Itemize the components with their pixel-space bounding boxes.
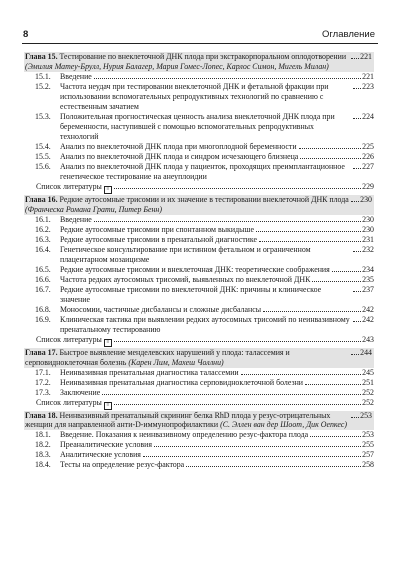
- dot-leader: [259, 241, 361, 242]
- dot-leader: [256, 231, 361, 232]
- section-number: 16.4.: [35, 244, 51, 254]
- chapter-title: [25, 52, 349, 72]
- section-page: 257: [362, 450, 374, 460]
- section-body: [60, 225, 374, 235]
- dot-leader: [332, 271, 361, 272]
- chapter-title-text: Быстрое выявление менделевских нарушений у плода: талассемия и серповидноклеточная болезнь: [25, 347, 290, 367]
- section-entry[interactable]: [24, 162, 374, 182]
- section-number: 15.4.: [35, 141, 51, 151]
- chapter-line: [25, 195, 372, 215]
- section-page: 251: [362, 377, 374, 387]
- section-title: Введение. Показания к неинвазивному определению резус-фактора плода: [60, 430, 309, 440]
- section-page: 231: [362, 234, 374, 244]
- chapter-heading[interactable]: [24, 348, 374, 368]
- section-page: 245: [362, 367, 374, 377]
- section-title: Положительная прогностическая ценность анализа внеклеточной ДНК плода при беременности, наступившей с помощью вспомогательных репродуктивных технологий: [60, 111, 335, 141]
- section-body: [60, 440, 374, 450]
- section-title: Генетическое консультирование при истинном фетальном и ограниченном плацентарном мозаицизме: [60, 244, 311, 264]
- section-page: 235: [362, 274, 374, 284]
- section-entry[interactable]: [24, 368, 374, 378]
- section-body: [60, 450, 374, 460]
- section-number: 15.6.: [35, 161, 51, 171]
- section-title: Неинвазивная пренатальная диагностика серповидноклеточной болезни: [60, 377, 304, 387]
- section-page: 237: [362, 284, 374, 294]
- chapter-line: [25, 52, 372, 72]
- dot-leader: [186, 466, 361, 467]
- section-page: 225: [362, 141, 374, 151]
- references-label: Список литературы: [36, 334, 102, 344]
- section-body: [60, 275, 374, 285]
- section-entry[interactable]: [24, 215, 374, 225]
- section-title: Редкие аутосомные трисомии по внеклеточной ДНК: причины и клиническое значение: [60, 284, 322, 304]
- chapter-line: [25, 411, 372, 431]
- section-number: 17.1.: [35, 367, 51, 377]
- dot-leader: [312, 281, 361, 282]
- dot-leader: [353, 251, 361, 252]
- section-page: 234: [362, 264, 374, 274]
- dot-leader: [102, 394, 361, 395]
- header-rule: [22, 43, 378, 44]
- chapter-label: Глава 18.: [25, 410, 58, 420]
- section-title: Клиническая тактика при выявлении редких аутосомных трисомий по неинвазивному пренатальному тестированию: [60, 314, 350, 334]
- chapter-title: [25, 195, 349, 215]
- section-title: Аналитические условия: [60, 450, 141, 460]
- chapter-heading[interactable]: [24, 52, 374, 72]
- chapter-label: Глава 17.: [25, 347, 58, 357]
- section-title: Анализ по внеклеточной ДНК плода у пациенток, проходящих преимплантационное генетическое тестирование на анеуплоидии: [60, 161, 345, 181]
- section-title: Неинвазивная пренатальная диагностика талассемии: [60, 367, 239, 377]
- chapter-page: 221: [360, 52, 372, 61]
- section-entry[interactable]: [24, 112, 374, 142]
- section-body: [60, 315, 374, 335]
- section-body: [60, 82, 374, 112]
- section-number: 15.5.: [35, 151, 51, 161]
- dot-leader: [299, 148, 362, 149]
- section-entry[interactable]: [24, 265, 374, 275]
- dot-leader: [353, 321, 361, 322]
- dot-leader: [305, 384, 361, 385]
- section-body: [60, 460, 374, 470]
- dot-leader: [351, 354, 359, 355]
- section-entry[interactable]: [24, 235, 374, 245]
- section-number: 15.1.: [35, 71, 51, 81]
- references-entry[interactable]: [24, 335, 374, 346]
- chapter-authors: (Карен Лим, Махеш Чоллни): [128, 357, 224, 367]
- section-entry[interactable]: [24, 275, 374, 285]
- section-number: 16.5.: [35, 264, 51, 274]
- section-page: 255: [362, 440, 374, 450]
- section-number: 17.2.: [35, 377, 51, 387]
- dot-leader: [353, 168, 361, 169]
- chapter-title: [25, 348, 349, 368]
- section-body: [60, 305, 374, 315]
- section-entry[interactable]: [24, 245, 374, 265]
- section-body: [60, 245, 374, 265]
- dot-leader: [94, 78, 361, 79]
- book-icon: ≡: [104, 402, 112, 410]
- dot-leader: [154, 446, 361, 447]
- dot-leader: [353, 118, 361, 119]
- section-number: 16.1.: [35, 214, 51, 224]
- section-body: [60, 378, 374, 388]
- section-number: 16.9.: [35, 314, 51, 324]
- section-title: Заключение: [60, 387, 101, 397]
- references-entry[interactable]: [24, 182, 374, 193]
- section-entry[interactable]: [24, 460, 374, 470]
- section-body: [60, 215, 374, 225]
- dot-leader: [300, 158, 361, 159]
- dot-leader: [351, 417, 359, 418]
- section-page: 230: [362, 214, 374, 224]
- section-title: Анализ по внеклеточной ДНК плода и синдром исчезающего близнеца: [60, 151, 299, 161]
- section-body: [60, 265, 374, 275]
- chapter-title-text: Неинвазивный пренатальный скрининг белка RhD плода у резус-отрицательных женщин для направленной анти-D-иммунопрофилактики: [25, 410, 331, 430]
- table-of-contents: [24, 52, 374, 470]
- section-body: [60, 368, 374, 378]
- references-label: Список литературы: [36, 397, 102, 407]
- section-number: 18.3.: [35, 450, 51, 460]
- section-title: Введение: [60, 214, 92, 224]
- references-page: 243: [362, 334, 374, 344]
- references-entry[interactable]: [24, 398, 374, 409]
- chapter-title: [25, 411, 349, 431]
- book-icon: ≡: [104, 186, 112, 194]
- section-page: 242: [362, 304, 374, 314]
- section-entry[interactable]: [24, 72, 374, 82]
- section-title: Моносомии, частичные дисбалансы и сложные дисбалансы: [60, 304, 262, 314]
- dot-leader: [114, 188, 361, 189]
- chapter-authors: (С. Эллен ван дер Шоот, Дик Оепкес): [220, 420, 347, 430]
- section-entry[interactable]: [24, 152, 374, 162]
- dot-leader: [143, 456, 361, 457]
- section-body: [60, 388, 374, 398]
- section-body: [60, 162, 374, 182]
- section-page: 232: [362, 244, 374, 254]
- section-entry[interactable]: [24, 430, 374, 440]
- section-title: Частота неудач при тестировании внеклеточной ДНК и фетальной фракции при использовании вспомогательных репродуктивных технологий по сравнению с естественным зачатием: [60, 81, 329, 111]
- section-entry[interactable]: [24, 378, 374, 388]
- section-body: [60, 430, 374, 440]
- dot-leader: [353, 291, 361, 292]
- section-entry[interactable]: [24, 450, 374, 460]
- section-number: 15.2.: [35, 81, 51, 91]
- section-body: [60, 112, 374, 142]
- section-number: 18.2.: [35, 440, 51, 450]
- chapter-authors: (Эмилия Матеу-Брулл, Нурия Балагер, Мария Гомес-Лопес, Карлос Симон, Мигель Милан): [25, 61, 329, 71]
- running-head: Оглавление: [322, 29, 375, 40]
- references-page: 229: [362, 181, 374, 191]
- section-number: 15.3.: [35, 111, 51, 121]
- chapter-label: Глава 16.: [25, 194, 58, 204]
- dot-leader: [353, 88, 361, 89]
- section-entry[interactable]: [24, 285, 374, 305]
- chapter-authors: (Франческа Романа Грати, Питер Бенн): [25, 204, 162, 214]
- section-entry[interactable]: [24, 315, 374, 335]
- page-number: 8: [23, 29, 29, 40]
- references-page: 252: [362, 397, 374, 407]
- section-body: [60, 235, 374, 245]
- section-page: 223: [362, 81, 374, 91]
- chapter-label: Глава 15.: [25, 52, 58, 61]
- section-page: 230: [362, 224, 374, 234]
- section-body: [60, 152, 374, 162]
- section-page: 227: [362, 161, 374, 171]
- section-title: Частота редких аутосомных трисомий, выявленных по внеклеточной ДНК: [60, 274, 311, 284]
- section-entry[interactable]: [24, 305, 374, 315]
- section-number: 16.3.: [35, 234, 51, 244]
- dot-leader: [351, 201, 359, 202]
- section-number: 16.8.: [35, 304, 51, 314]
- dot-leader: [114, 404, 361, 405]
- section-title: Редкие аутосомные трисомии при спонтанном выкидыше: [60, 224, 254, 234]
- dot-leader: [94, 221, 361, 222]
- chapter-title-text: Тестирование по внеклеточной ДНК плода при экстракорпоральном оплодотворении: [59, 52, 347, 61]
- chapter-page: 244: [360, 347, 372, 357]
- chapter-heading[interactable]: [24, 411, 374, 431]
- section-page: 242: [362, 314, 374, 324]
- section-number: 16.2.: [35, 224, 51, 234]
- section-number: 16.7.: [35, 284, 51, 294]
- chapter-page: 230: [360, 194, 372, 204]
- section-number: 16.6.: [35, 274, 51, 284]
- section-title: Редкие аутосомные трисомии и внеклеточная ДНК: теоретические соображения: [60, 264, 330, 274]
- book-icon: ≡: [104, 339, 112, 347]
- dot-leader: [114, 341, 361, 342]
- chapter-heading[interactable]: [24, 195, 374, 215]
- dot-leader: [263, 311, 361, 312]
- section-entry[interactable]: [24, 388, 374, 398]
- chapter-page: 253: [360, 410, 372, 420]
- section-title: Тесты на определение резус-фактора: [60, 460, 185, 470]
- section-entry[interactable]: [24, 225, 374, 235]
- section-title: Редкие аутосомные трисомии в пренатальной диагностике: [60, 234, 258, 244]
- section-page: 226: [362, 151, 374, 161]
- section-page: 253: [362, 430, 374, 440]
- section-page: 221: [362, 71, 374, 81]
- section-body: [60, 72, 374, 82]
- section-page: 258: [362, 460, 374, 470]
- section-body: [60, 142, 374, 152]
- dot-leader: [241, 374, 362, 375]
- section-number: 18.1.: [35, 430, 51, 440]
- section-entry[interactable]: [24, 82, 374, 112]
- references-label: Список литературы: [36, 181, 102, 191]
- section-page: 224: [362, 111, 374, 121]
- section-entry[interactable]: [24, 142, 374, 152]
- chapter-line: [25, 348, 372, 368]
- section-title: Анализ по внеклеточной ДНК плода при многоплодной беременности: [60, 141, 297, 151]
- section-page: 252: [362, 387, 374, 397]
- section-title: Введение: [60, 71, 92, 81]
- section-body: [60, 285, 374, 305]
- dot-leader: [351, 58, 359, 59]
- dot-leader: [310, 436, 361, 437]
- section-number: 18.4.: [35, 460, 51, 470]
- section-title: Преаналитические условия: [60, 440, 152, 450]
- chapter-title-text: Редкие аутосомные трисомии и их значение в тестировании внеклеточной ДНК плода: [59, 194, 349, 204]
- section-number: 17.3.: [35, 387, 51, 397]
- section-entry[interactable]: [24, 440, 374, 450]
